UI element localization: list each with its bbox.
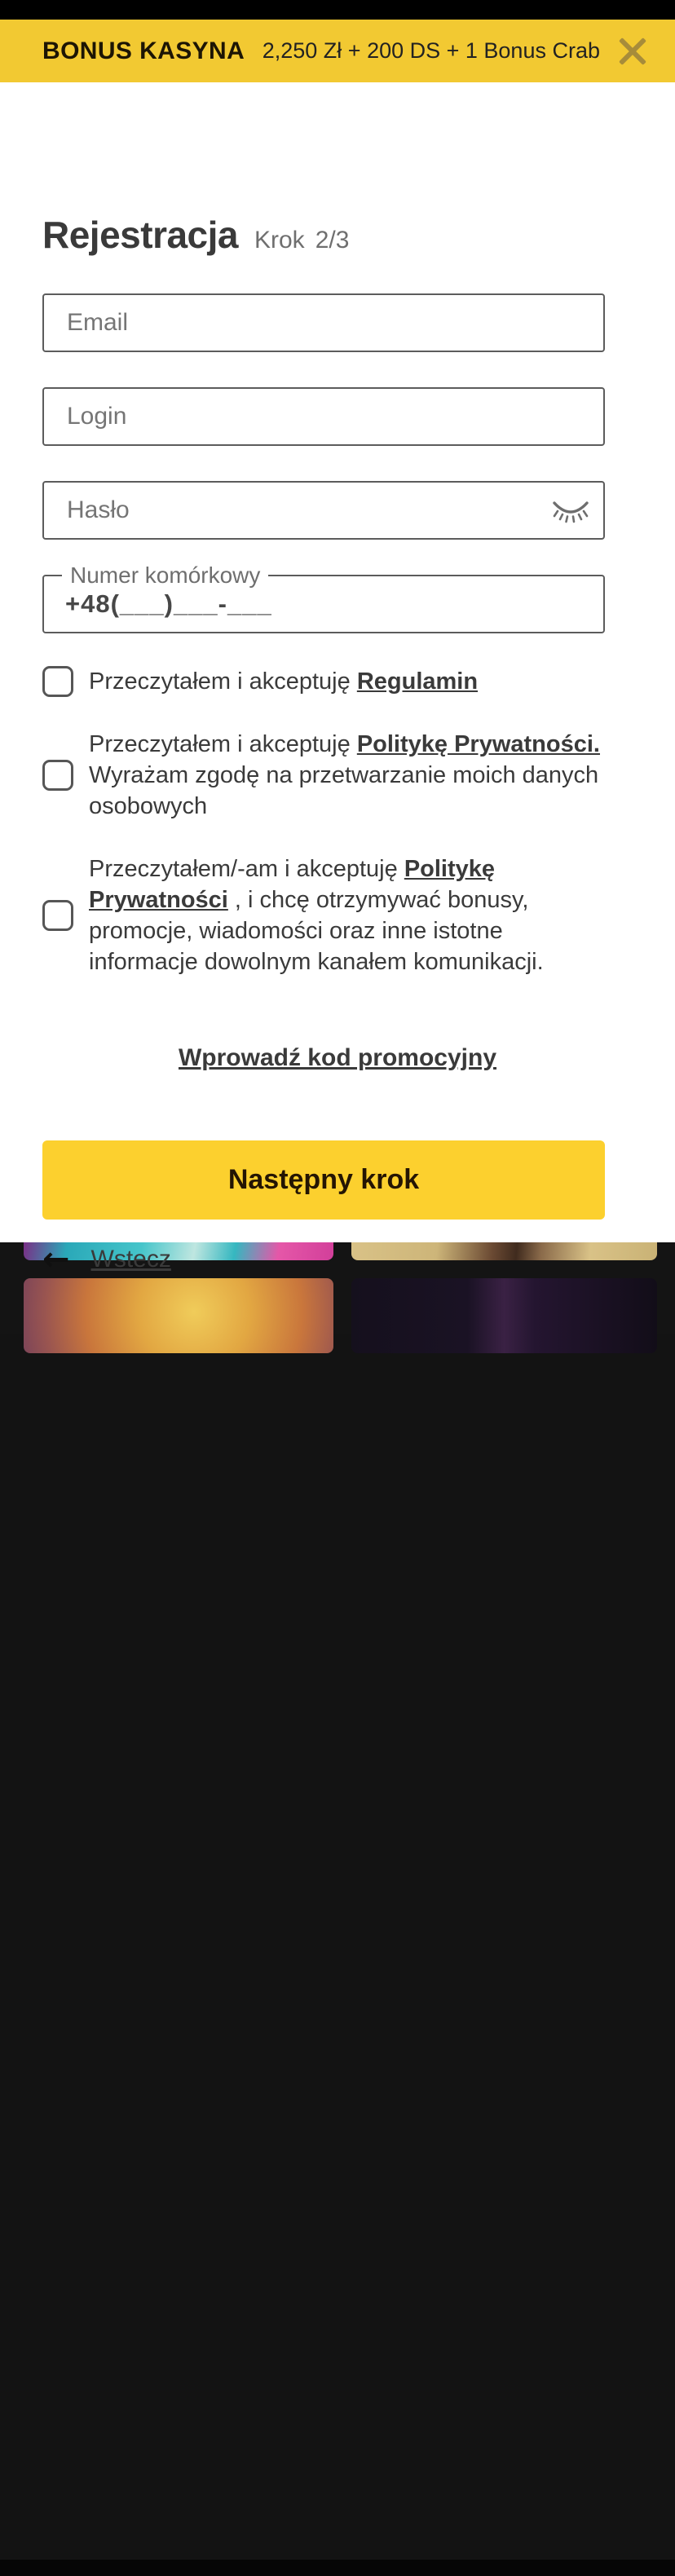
email-field[interactable] [42,293,605,352]
password-visibility-toggle[interactable] [548,492,593,530]
page-title [42,213,349,257]
terms-link[interactable]: Regulamin [356,668,479,695]
bonus-banner [0,20,675,82]
bottom-bar [0,2560,675,2576]
eye-closed-icon [549,496,592,526]
step-indicator [254,227,349,254]
password-field-wrapper [42,481,605,540]
next-step-button[interactable]: Następny krok [42,1140,605,1220]
back-row[interactable] [42,1243,171,1276]
phone-field-label: Numer komórkowy [62,562,268,589]
consent-text-before: Przeczytałem/-am i akceptuję [89,856,404,882]
privacy-policy-link[interactable]: Politykę Prywatności. [356,731,600,757]
step-value: 2/3 [315,227,350,254]
registration-title: Rejestracja [42,214,238,256]
consent-text [89,666,478,697]
consent-text-after: , i chcę otrzymywać bonusy, promocje, wiadomości oraz inne istotne informacje dowolnym kanałem komunikacji. [89,887,544,975]
consent-text-before: Przeczytałem i akceptuję [89,731,357,757]
phone-field-wrapper [42,562,605,633]
consent-text [89,854,615,977]
consent-row-privacy [42,729,615,822]
back-link[interactable]: Wstecz [90,1246,171,1273]
password-field[interactable] [42,481,605,540]
marketing-checkbox[interactable] [42,900,73,931]
consent-row-marketing [42,854,615,977]
terms-checkbox[interactable] [42,666,73,697]
consent-row-terms [42,666,615,697]
registration-panel [0,82,675,1278]
promo-code-row [0,1044,675,1072]
consent-text-after: Wyrażam zgodę na przetwarzanie moich danych osobowych [89,762,599,819]
game-thumbnail [351,1242,657,1260]
consent-text-before: Przeczytałem i akceptuję [89,668,357,695]
privacy-checkbox[interactable] [42,760,73,791]
close-banner-button[interactable] [613,32,652,71]
game-thumbnail [351,1278,657,1353]
game-thumbnail [24,1278,333,1353]
bonus-offer-text: 2,250 Zł + 200 DS + 1 Bonus Crab [262,38,600,63]
back-arrow-icon: ← [42,1241,70,1278]
login-field[interactable] [42,387,605,446]
privacy-policy-link[interactable]: Politykę Prywatności [89,856,496,913]
bonus-banner-title: BONUS KASYNA [42,37,245,64]
phone-number-field[interactable] [44,576,603,632]
consent-text [89,729,615,822]
status-bar [0,0,675,20]
promo-code-link[interactable]: Wprowadź kod promocyjny [178,1044,497,1071]
step-word: Krok [254,227,305,254]
